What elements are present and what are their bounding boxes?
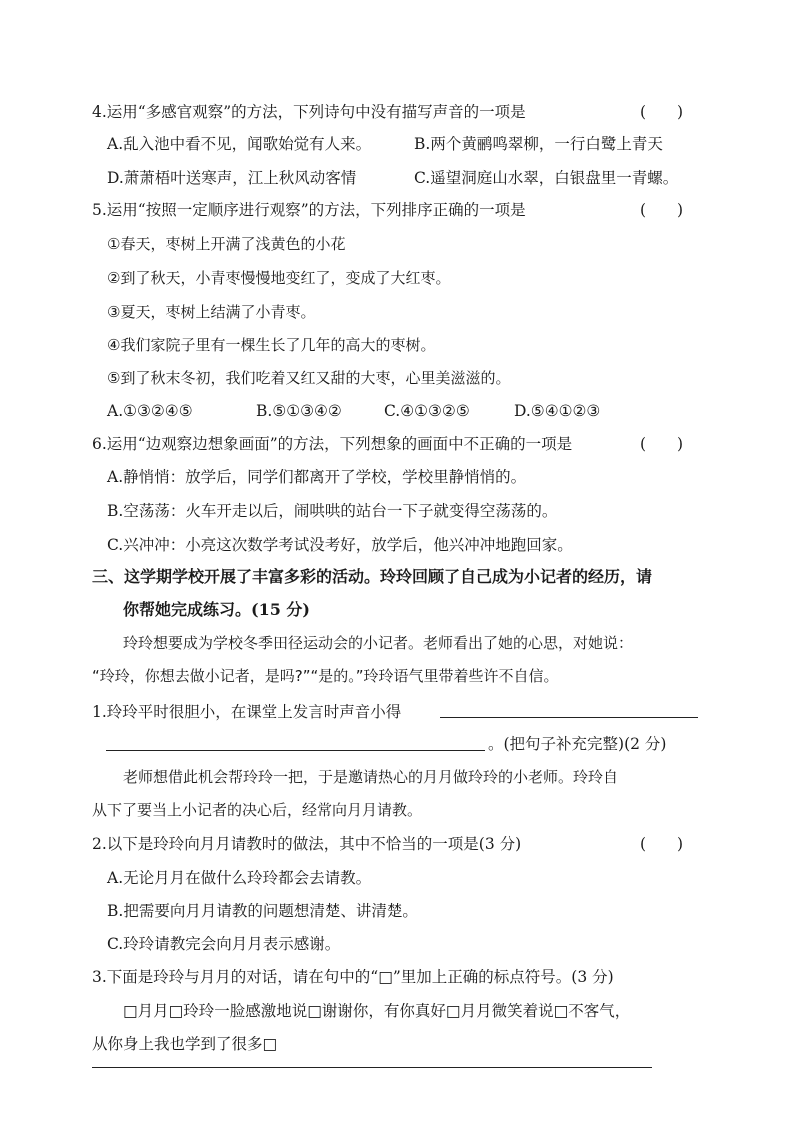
q6-option-c: C.兴冲冲：小亮这次数学考试没考好，放学后，他兴冲冲地跑回家。 xyxy=(107,536,573,554)
s3-q2-stem: 2.以下是玲玲向月月请教时的做法，其中不恰当的一项是(3 分) xyxy=(92,835,522,853)
s3-q3-stem: 3.下面是玲玲与月月的对话，请在句中的“□”里加上正确的标点符号。(3 分) xyxy=(92,968,614,986)
section3-heading-line1: 三、这学期学校开展了丰富多彩的活动。玲玲回顾了自己成为小记者的经历，请 xyxy=(92,567,653,586)
s3-q1-line1: 1.玲玲平时很胆小，在课堂上发言时声音小得 xyxy=(92,703,402,721)
q5-option-a: A.①③②④⑤ xyxy=(107,402,193,420)
q6-option-a: A.静悄悄：放学后，同学们都离开了学校，学校里静悄悄的。 xyxy=(107,468,527,486)
q6-answer-paren[interactable]: ( ) xyxy=(640,435,684,453)
passage-1-line1: 玲玲想要成为学校冬季田径运动会的小记者。老师看出了她的心思，对她说： xyxy=(123,634,634,652)
q4-answer-paren[interactable]: ( ) xyxy=(640,103,684,121)
q5-sentence-4: ④我们家院子里有一棵生长了几年的高大的枣树。 xyxy=(107,336,436,354)
s3-q1-answer-blank-2[interactable] xyxy=(106,750,485,751)
q6-stem: 6.运用“边观察边想象画面”的方法，下列想象的画面中不正确的一项是 xyxy=(92,435,573,453)
s3-q2-option-b: B.把需要向月月请教的问题想清楚、讲清楚。 xyxy=(107,902,418,920)
q5-option-d: D.⑤④①②③ xyxy=(514,402,601,420)
s3-q1-line2: 。(把句子补充完整)(2 分) xyxy=(488,735,667,753)
q5-option-b: B.⑤①③④② xyxy=(256,402,342,420)
s3-q2-option-a: A.无论月月在做什么玲玲都会去请教。 xyxy=(107,869,372,887)
q5-sentence-3: ③夏天，枣树上结满了小青枣。 xyxy=(107,303,316,321)
q4-option-c: C.遥望洞庭山水翠，白银盘里一青螺。 xyxy=(414,169,679,187)
q4-option-d: D.萧萧梧叶送寒声，江上秋风动客情 xyxy=(107,169,357,187)
q5-answer-paren[interactable]: ( ) xyxy=(640,201,684,219)
q5-option-c: C.④①③②⑤ xyxy=(384,402,470,420)
s3-q2-option-c: C.玲玲请教完会向月月表示感谢。 xyxy=(107,935,341,953)
passage-1-line2: “玲玲，你想去做小记者，是吗?”“是的。”玲玲语气里带着些许不自信。 xyxy=(92,667,559,685)
s3-q1-answer-blank-1[interactable] xyxy=(440,717,698,718)
q4-option-b: B.两个黄鹂鸣翠柳，一行白鹭上青天 xyxy=(414,135,663,153)
s3-q3-dialogue-line2[interactable]: 从你身上我也学到了很多□ xyxy=(92,1035,278,1053)
q5-stem: 5.运用“按照一定顺序进行观察”的方法，下列排序正确的一项是 xyxy=(92,201,526,219)
q5-sentence-5: ⑤到了秋末冬初，我们吃着又红又甜的大枣，心里美滋滋的。 xyxy=(107,369,511,387)
q5-sentence-1: ①春天，枣树上开满了浅黄色的小花 xyxy=(107,235,346,253)
q4-option-a: A.乱入池中看不见，闻歌始觉有人来。 xyxy=(107,135,372,153)
passage-2-line1: 老师想借此机会帮玲玲一把，于是邀请热心的月月做玲玲的小老师。玲玲自 xyxy=(123,768,619,786)
q4-stem: 4.运用“多感官观察”的方法，下列诗句中没有描写声音的一项是 xyxy=(92,103,526,121)
q5-sentence-2: ②到了秋天，小青枣慢慢地变红了，变成了大红枣。 xyxy=(107,269,451,287)
section3-heading-line2: 你帮她完成练习。(15 分) xyxy=(123,600,310,619)
passage-2-line2: 从下了要当上小记者的决心后，经常向月月请教。 xyxy=(92,801,423,819)
s3-q2-answer-paren[interactable]: ( ) xyxy=(640,835,684,853)
s3-q3-rule-line xyxy=(92,1067,652,1068)
s3-q3-dialogue-line1[interactable]: □月月□玲玲一脸感激地说□谢谢你，有你真好□月月微笑着说□不客气， xyxy=(123,1002,631,1020)
q6-option-b: B.空荡荡：火车开走以后，闹哄哄的站台一下子就变得空荡荡的。 xyxy=(107,502,558,520)
